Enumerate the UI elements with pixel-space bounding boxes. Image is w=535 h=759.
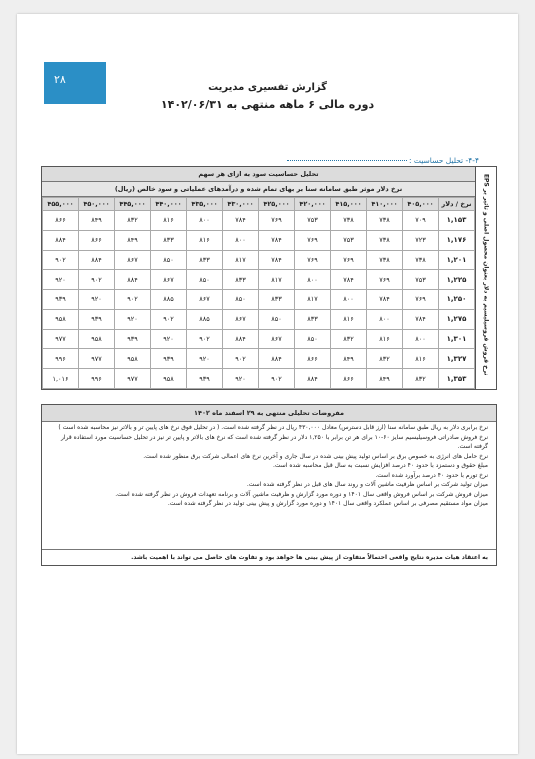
eps-cell: ۹۰۲ — [259, 369, 295, 389]
eps-cell: ۷۶۹ — [331, 250, 367, 270]
eps-cell: ۷۸۴ — [223, 211, 259, 231]
rate-cell: ۱,۳۵۳ — [439, 369, 475, 389]
column-header: ۴۵۵,۰۰۰ — [43, 198, 79, 211]
eps-cell: ۷۳۸ — [367, 211, 403, 231]
eps-cell: ۸۸۴ — [115, 270, 151, 290]
table-header-sub: نرخ دلار موثر طبق سامانه سنا بر بهای تمام شده و درآمدهای عملیاتی و سود خالص (ریال) — [42, 182, 475, 197]
eps-cell: ۹۲۰ — [79, 290, 115, 310]
eps-cell: ۷۰۹ — [403, 211, 439, 231]
eps-cell: ۸۶۶ — [79, 230, 115, 250]
rate-cell: ۱,۳۰۱ — [439, 329, 475, 349]
eps-cell: ۸۸۵ — [187, 309, 223, 329]
column-header: ۴۲۰,۰۰۰ — [295, 198, 331, 211]
eps-cell: ۹۹۶ — [79, 369, 115, 389]
eps-cell: ۷۲۳ — [403, 230, 439, 250]
eps-cell: ۷۶۹ — [295, 250, 331, 270]
eps-cell: ۹۲۰ — [43, 270, 79, 290]
eps-cell: ۸۶۷ — [187, 290, 223, 310]
eps-cell: ۸۱۷ — [223, 250, 259, 270]
assumption-line: نرخ تورم با حدود ۴۰ درصد برآورد شده است. — [375, 471, 488, 479]
column-header: ۴۰۵,۰۰۰ — [403, 198, 439, 211]
eps-cell: ۸۳۲ — [403, 369, 439, 389]
table-row — [43, 290, 475, 310]
eps-cell: ۸۵۰ — [259, 309, 295, 329]
section-title — [287, 156, 479, 165]
table-row — [43, 250, 475, 270]
corner-label-top: دلار — [441, 200, 454, 208]
sensitivity-table — [41, 166, 497, 390]
eps-cell: ۸۳۲ — [115, 211, 151, 231]
eps-cell: ۹۲۰ — [115, 309, 151, 329]
eps-cell: ۹۰۲ — [115, 290, 151, 310]
table-row — [43, 230, 475, 250]
eps-cell: ۹۳۹ — [187, 369, 223, 389]
eps-cell: ۸۱۶ — [367, 329, 403, 349]
eps-cell: ۷۳۸ — [331, 211, 367, 231]
table-header-main: تحلیل حساسیت سود به ازای هر سهم — [42, 167, 475, 182]
grid-header-row — [43, 198, 475, 211]
eps-cell: ۸۶۶ — [43, 211, 79, 231]
eps-cell: ۹۲۰ — [187, 349, 223, 369]
column-header: ۴۳۵,۰۰۰ — [187, 198, 223, 211]
assumption-line: میزان مواد مستقیم مصرفی بر اساس عملکرد واقعی سال ۱۴۰۱ و دوره مورد گزارش و پیش بینی تولید در نظر گرفته شده است. — [167, 500, 488, 507]
eps-cell: ۹۳۹ — [43, 290, 79, 310]
eps-cell: ۹۰۲ — [223, 349, 259, 369]
eps-cell: ۹۳۹ — [115, 329, 151, 349]
eps-cell: ۹۰۲ — [151, 309, 187, 329]
eps-cell: ۹۵۸ — [151, 369, 187, 389]
eps-cell: ۸۸۵ — [151, 290, 187, 310]
eps-cell: ۸۱۷ — [295, 290, 331, 310]
assumptions-box — [41, 404, 497, 566]
eps-cell: ۸۵۰ — [151, 250, 187, 270]
row-axis-label-text: نرخ فروش فروسیلیسیم به دلار بعنوان محصول اصلی و تاثیر بر EPS — [482, 173, 490, 376]
rate-cell: ۱,۱۵۳ — [439, 211, 475, 231]
eps-cell: ۸۴۹ — [79, 211, 115, 231]
eps-cell: ۸۳۳ — [187, 250, 223, 270]
column-header: ۴۴۰,۰۰۰ — [151, 198, 187, 211]
eps-cell: ۸۰۰ — [367, 309, 403, 329]
eps-cell: ۸۰۰ — [223, 230, 259, 250]
assumption-line: نرخ برابری دلار به ریال طبق سامانه سنا (ارز قابل دسترس) معادل ۴۳۰,۰۰۰ ریال در نظر گرفته شده است. ( در تحلیل فوق نرخ های پایین تر و بالاتر نیز محاسبه شده است ) — [58, 424, 488, 431]
eps-cell: ۸۱۶ — [331, 309, 367, 329]
assumption-line: نرخ فروش صادراتی فروسیلیسیم سایز ۶۰-۱۰ برای هر تن برابر با ۱,۲۵۰ دلار در نظر گرفته شده است که نرخ های بالاتر و پایین تر نیز در تحلیل حساسیت مورد استفاده قرار گرفته است. — [60, 433, 488, 450]
eps-cell: ۹۳۹ — [79, 309, 115, 329]
eps-cell: ۸۳۳ — [259, 290, 295, 310]
eps-cell: ۷۵۳ — [403, 270, 439, 290]
eps-cell: ۸۰۰ — [403, 329, 439, 349]
page-number: ۲۸ — [54, 73, 66, 86]
rate-cell: ۱,۲۰۱ — [439, 250, 475, 270]
eps-cell: ۸۶۷ — [259, 329, 295, 349]
assumptions-footer-text: به اعتقاد هیات مدیره نتایج واقعی احتمالاً متفاوت از پیش بینی ها خواهد بود و تفاوت های حاصل می تواند با اهمیت باشد. — [131, 554, 488, 561]
table-row — [43, 369, 475, 389]
eps-cell: ۹۲۰ — [223, 369, 259, 389]
eps-cell: ۹۷۷ — [43, 329, 79, 349]
rate-cell: ۱,۲۷۵ — [439, 309, 475, 329]
sensitivity-grid — [42, 197, 475, 389]
rate-cell: ۱,۱۷۶ — [439, 230, 475, 250]
eps-cell: ۸۳۳ — [223, 270, 259, 290]
table-row — [43, 309, 475, 329]
eps-cell: ۸۵۰ — [295, 329, 331, 349]
eps-cell: ۸۱۶ — [187, 230, 223, 250]
eps-cell: ۸۱۶ — [151, 211, 187, 231]
eps-cell: ۸۸۴ — [295, 369, 331, 389]
corner-label-bottom: نرخ — [460, 200, 472, 208]
assumptions-list — [48, 423, 488, 509]
eps-cell: ۹۷۷ — [115, 369, 151, 389]
eps-cell: ۸۸۴ — [223, 329, 259, 349]
eps-cell: ۸۴۹ — [115, 230, 151, 250]
eps-cell: ۹۵۸ — [79, 329, 115, 349]
eps-cell: ۷۸۴ — [259, 230, 295, 250]
eps-cell: ۸۶۶ — [331, 369, 367, 389]
eps-cell: ۸۰۰ — [295, 270, 331, 290]
eps-cell: ۸۳۲ — [367, 349, 403, 369]
eps-cell: ۷۳۸ — [367, 230, 403, 250]
eps-cell: ۸۳۳ — [295, 309, 331, 329]
assumption-line: مبلغ حقوق و دستمزد با حدود ۴۰ درصد افزایش نسبت به سال قبل محاسبه شده است. — [272, 462, 488, 469]
eps-cell: ۷۶۹ — [295, 230, 331, 250]
eps-cell: ۷۶۹ — [259, 211, 295, 231]
eps-cell: ۷۸۴ — [331, 270, 367, 290]
table-row — [43, 211, 475, 231]
eps-cell: ۸۱۷ — [259, 270, 295, 290]
eps-cell: ۷۸۴ — [367, 290, 403, 310]
eps-cell: ۸۴۹ — [367, 369, 403, 389]
eps-cell: ۸۴۹ — [331, 349, 367, 369]
table-row — [43, 329, 475, 349]
assumptions-title: مفروضات تحلیلی منتهی به ۲۹ اسفند ماه ۱۴۰۲ — [42, 405, 496, 422]
eps-cell: ۷۵۳ — [295, 211, 331, 231]
report-page — [17, 14, 518, 754]
eps-cell: ۹۷۷ — [79, 349, 115, 369]
assumptions-footer — [42, 549, 496, 565]
eps-cell: ۷۳۸ — [403, 250, 439, 270]
eps-cell: ۸۰۰ — [331, 290, 367, 310]
eps-cell: ۸۳۳ — [151, 230, 187, 250]
eps-cell: ۸۸۴ — [79, 250, 115, 270]
eps-cell: ۹۰۲ — [79, 270, 115, 290]
eps-cell: ۹۲۰ — [151, 329, 187, 349]
column-header: ۴۲۵,۰۰۰ — [259, 198, 295, 211]
eps-cell: ۷۵۳ — [331, 230, 367, 250]
eps-cell: ۹۰۲ — [43, 250, 79, 270]
eps-cell: ۸۰۰ — [187, 211, 223, 231]
eps-cell: ۸۶۷ — [115, 250, 151, 270]
rate-cell: ۱,۳۲۷ — [439, 349, 475, 369]
eps-cell: ۱,۰۱۶ — [43, 369, 79, 389]
eps-cell: ۹۵۸ — [43, 309, 79, 329]
eps-cell: ۸۵۰ — [223, 290, 259, 310]
column-header: ۴۱۰,۰۰۰ — [367, 198, 403, 211]
rate-cell: ۱,۲۲۵ — [439, 270, 475, 290]
eps-cell: ۹۳۹ — [151, 349, 187, 369]
eps-cell: ۸۱۶ — [403, 349, 439, 369]
table-row — [43, 349, 475, 369]
eps-cell: ۸۶۷ — [151, 270, 187, 290]
eps-cell: ۷۸۴ — [259, 250, 295, 270]
report-title: گزارش تفسیری مدیریت — [208, 82, 327, 93]
eps-cell: ۹۰۲ — [187, 329, 223, 349]
eps-cell: ۸۶۷ — [223, 309, 259, 329]
eps-cell: ۸۵۰ — [187, 270, 223, 290]
section-divider — [287, 160, 407, 161]
assumption-line: نرخ حامل های انرژی به خصوص برق بر اساس تولید پیش بینی شده در سال جاری و آخرین نرخ های اعمالی شرکت برق منظور شده است. — [143, 452, 488, 460]
eps-cell: ۷۶۹ — [367, 270, 403, 290]
eps-cell: ۷۸۴ — [403, 309, 439, 329]
eps-cell: ۷۳۸ — [367, 250, 403, 270]
column-header: ۴۳۰,۰۰۰ — [223, 198, 259, 211]
section-title-text: ۴-۴- تحلیل حساسیت : — [408, 156, 479, 165]
eps-cell: ۸۳۲ — [331, 329, 367, 349]
report-subtitle: دوره مالی ۶ ماهه منتهی به ۱۴۰۲/۰۶/۳۱ — [160, 98, 375, 111]
eps-cell: ۹۹۶ — [43, 349, 79, 369]
table-row — [43, 270, 475, 290]
eps-cell: ۸۸۴ — [259, 349, 295, 369]
rate-cell: ۱,۲۵۰ — [439, 290, 475, 310]
eps-cell: ۸۶۶ — [295, 349, 331, 369]
assumption-line: میزان فروش شرکت بر اساس فروش واقعی سال ۱۴۰۱ و دوره مورد گزارش و ظرفیت ماشین آلات و برنامه تعهدات فروش در نظر گرفته شده است. — [115, 490, 488, 498]
corner-cell: نرخ / دلار — [439, 198, 475, 211]
column-header: ۴۵۰,۰۰۰ — [79, 198, 115, 211]
eps-cell: ۸۸۴ — [43, 230, 79, 250]
row-axis-label — [475, 167, 497, 389]
column-header: ۴۱۵,۰۰۰ — [331, 198, 367, 211]
column-header: ۴۴۵,۰۰۰ — [115, 198, 151, 211]
assumption-line: میزان تولید شرکت بر اساس ظرفیت ماشین آلات و روند سال های قبل در نظر گرفته شده است. — [246, 481, 488, 488]
eps-cell: ۹۵۸ — [115, 349, 151, 369]
eps-cell: ۷۶۹ — [403, 290, 439, 310]
